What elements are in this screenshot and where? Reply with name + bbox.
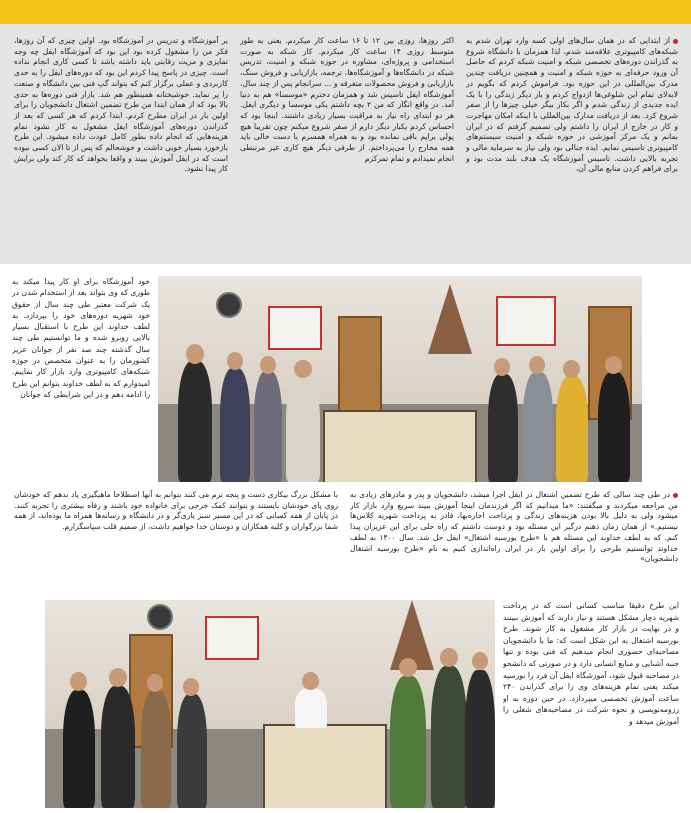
article-text: از ابتدایی که در همان سال‌های اولی کسه وارد تهران شدم به شبکه‌های کامپیوتری علاقه‌مند شدم، لذا همزمان با دانشگاه شروع به گذراندن دوره‌های تخصصی شبکه و امنیت شبکه کردم که حاصل آن ورود حرفه‌ای به حوزه شبکه و امنیت و همچنین دریافت چندین مدرک بین‌المللی در این حوزه بود. فراموش کردم که بگویم در لابه‌لای تمام این شلوغی‌ها ازدواج کردم و بار دیگر زندگی را با یک ایده جدیدی از زندگی شدم و اگر بکار بیگر خیلی چیزها را از صفر شروع کرد. بعد از دریافت مدارک بین‌المللی با اینکه امکان مهاجرت و کار در خارج از ایران را داشتم ولی تصمیم گرفتم که در ایران بمانم و یک مرکز آموزشی در حوزه شبکه و امنیت سیستم‌های کامپیوتری تاسیس نمایم. ایده جنالی بود ولی نیاز به سرمایه مالی و تجربه بالایی داشت. تاسیس آموزشگاه یک هدف بلند مدت بود و برای فراهم کردن منابع مالی آن، xyxy=(466,36,678,174)
article-column-right xyxy=(466,36,678,258)
article-column-left xyxy=(14,36,228,258)
side-text-column xyxy=(12,276,150,486)
article-text: اکثر روزها، روزی بین ۱۲ تا ۱۶ ساعت کار میکردم. یعنی به طور متوسط روزی ۱۴ ساعت کار میکردم. کار شبکه به صورت استخدامی و پروژه‌ای، مشاوره در حوزه شبکه و امنیت، تدریس شبکه در دانشگاه‌ها و آموزشگاه‌ها، ترجمه، بازاریابی و فروش سنگ، بازاریابی و فروش محصولات متفرقه و ... سرانجام پس از چند سال، آموزشگاه ایفل تاسیس شد و همزمان دخترم «موسسا» هم به دنیا آمد. در واقع انگار که من ۲ بچه داشتم یکی موسسا و دیگری ایفل. هر دو ابتدای راه نیاز به مراقبت بسیار زیادی داشتند. اینجا بود که احساس کردم یکبار دیگر دارم از صفر شروع میکنم چون تقریبا هیچ پولی برایم باقی نمانده بود و به همراه همسرم با دست خالی باید همه مخارج را می‌پرداختم. از طرفی دیگر هیچ کاری غیر مرتبطی انجام نمیدادم و تمام تمرکزم xyxy=(240,36,454,163)
top-accent-bar xyxy=(0,0,691,24)
red-bullet-icon xyxy=(673,39,678,44)
group-photo-top xyxy=(158,276,642,482)
article-column-mid-left xyxy=(14,490,338,594)
article-text: بر آموزشگاه و تدریس در آموزشگاه بود. اولین چیزی که آن روزها، فکر من را مشغول کرده بود این بود که آموزشگاه ایفل چه وجه تمایزی و مزیت رقابتی باید داشته باشد تا کسی کاری انجام نداده است. چیزی در پاسخ پیدا کردم این بود که دوره‌های ایفل را به حدی کاربردی و عملی برگزار کنم که بتواند گپ فنی بین دانشگاه و صنعت را پر نماید. خوشبختانه همینطور هم شد. بازار فنی دوره‌ها به حدی بالا بود که از همان ابتدا من طرح تضمین اشتغال دانشجویان را برای اولین بار در ایران مطرح کردم. ابتدا کردم که هر کسی که بعد از گذراندن دوره‌های آموزشگاه ایفل مشغول به کار نشود تمام هزینه‌هایی که انجام داده بطور کامل عودت داده میشود. این طرح بازخورد بسیار خوبی داشت و خوشحالم که پس از تا الان کسی نبوده است که در ایفل آموزش ببیند و واقعا بخواهد که کار کند ولی برایش کار پیدا نشود. xyxy=(14,36,228,174)
article-column-bottom xyxy=(503,600,679,808)
article-column-mid-right xyxy=(350,490,678,594)
article-text: با مشکل بزرگ بیکاری دست و پنجه نرم می کنند بتوانم به آنها اصطلاحا ماهیگیری یاد بدهم که خودشان روی پای خودشان بایستند و بتوانند کمک خرجی برای خانواده خود باشند و رفاه بیشتری را تجربه کنند. در پایان از همه کسانی که در این مسیر سبز یاری‌گر و در دانشگاه و رسانه‌ها همراه ما بوده‌اند، از همه شما بزرگواران و کلیه همکاران و دوستان خدا خواهیم داشت، از صمیم قلب سپاسگزارم. xyxy=(14,490,338,532)
red-bullet-icon xyxy=(673,493,678,498)
article-text: خود آموزشگاه برای او کار پیدا میکند به طوری که وی بتواند بعد از استخدام شدن در یک شرکت معتبر طی چند سال از حقوق خود شهریه دوره‌های خود را بپردازد. به لطف خداوند این طرح با استقبال بسیار بالایی روبرو شده و ما توانستیم طی چند سال گذشته چند صد نفر از جوانان عزیز کشورمان را به عنوان متخصص در حوزه شبکه‌های کامپیوتری وارد بازار کار نماییم. امیدوارم که به لطف خداوند بتوانم این طرح را ادامه دهم و در این شرایطی که جوانان xyxy=(12,277,150,399)
group-photo-bottom xyxy=(45,600,495,808)
article-text: در طی چند سالی که طرح تضمین اشتغال در ایفل اجرا میشد، دانشجویان و پدر و مادرهای زیادی به من مراجعه میکردند و میگفتند: «ما میدانیم که اگر فرزندمان اینجا آموزش ببیند سریع وارد بازار کار میشود ولی به دلیل بالا بودن هزینه‌های زندگی و پرداخت اجاره‌بها، قادر به پرداخت شهریه کلاس‌ها نیستیم.» از همان زمان ذهنم درگیر این مسئله بود و دوست داشتم که راه حلی برای این عزیزان پیدا کنم. که به لطف خداوند این مسئله هم با «طرح بورسیه اشتغال» ایفل حل شد. سال ۱۴۰۰ به لطف خداوند توانستیم طرحی را برای اولین بار در ایران راه‌اندازی کنیم به نام «طرح بورسیه اشتغال دانشجویان» xyxy=(350,490,678,564)
article-column-middle xyxy=(240,36,454,258)
article-text: این طرح دقیقا مناسب کسانی است که در پرداخت شهریه دچار مشکل هستند و نیاز دارند که آموزش ببینند و در نهایت در بازار کار مشغول به کار شوند. طرح بورسیه اشتغال به این شکل است که: ما با دانشجویان مصاحبه‌ای حضوری انجام میدهیم که فنی بوده و تنها جنبه آشنایی و منابع انسانی دارد و در صورتی که دانشجو در مصاحبه قبول شود، آموزشگاه ایفل آن فرد را بورسیه میکند یعنی تمام هزینه‌های وی را برای گذراندن ۲۴۰ ساعت آموزش تخصصی میپردازد. در حین دوره به او رزومه‌نویسی و نحوه شرکت در مصاحبه‌های شغلی را آموزش میدهد و xyxy=(503,601,679,726)
